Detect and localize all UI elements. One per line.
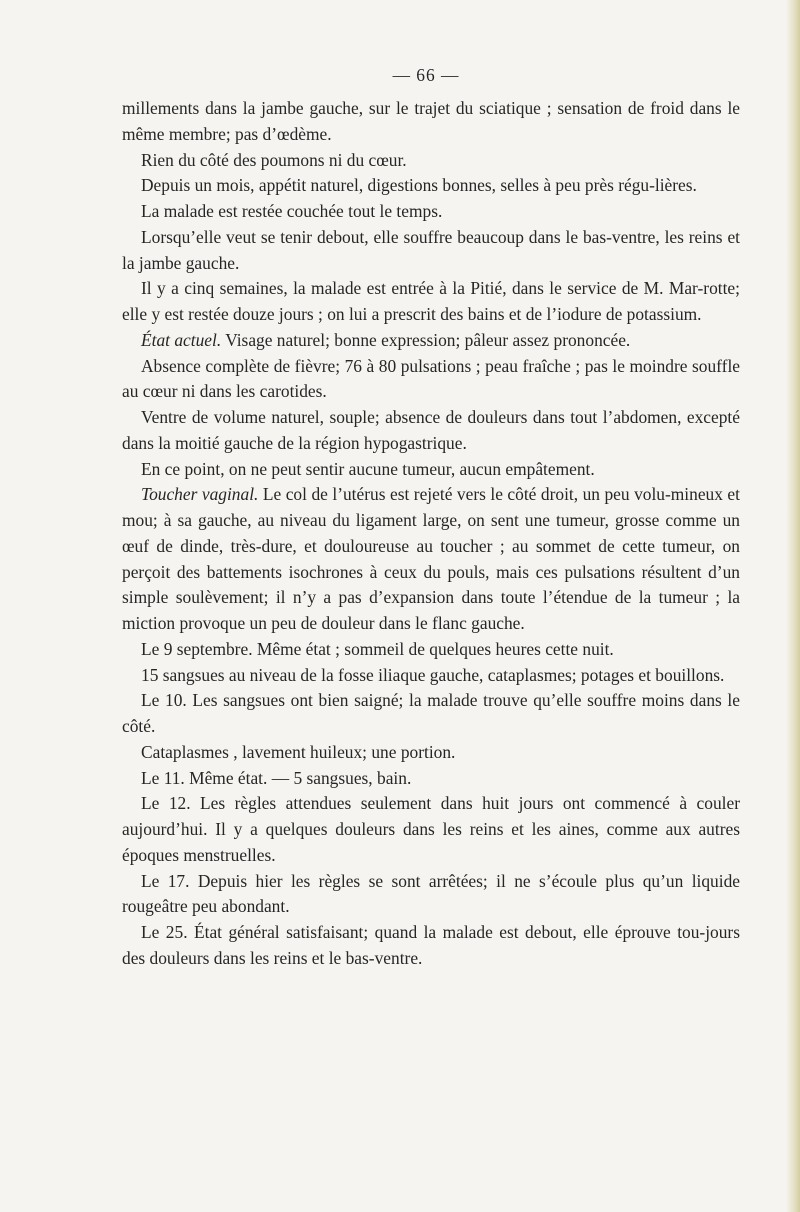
paragraph: Ventre de volume naturel, souple; absence de douleurs dans tout l’abdomen, excepté dans la moitié gauche de la région hypogastrique. <box>122 407 740 453</box>
page-edge-shading <box>786 0 800 1212</box>
body-text <box>122 96 740 972</box>
paragraph: Absence complète de fièvre; 76 à 80 pulsations ; peau fraîche ; pas le moindre souffle au cœur ni dans les carotides. <box>122 355 740 402</box>
section-lead: Toucher vaginal. <box>141 484 259 505</box>
section-lead: État actuel. <box>141 329 222 350</box>
paragraph: Cataplasmes , lavement huileux; une portion. <box>141 741 456 762</box>
paragraph: Le 11. Même état. — 5 sangsues, bain. <box>141 767 412 788</box>
paragraph: En ce point, on ne peut sentir aucune tumeur, aucun empâtement. <box>141 458 595 479</box>
paragraph: Le 25. État général satisfaisant; quand la malade est debout, elle éprouve tou-jours des douleurs dans les reins et le bas-ventre. <box>122 922 740 968</box>
paragraph: Lorsqu’elle veut se tenir debout, elle souffre beaucoup dans le bas-ventre, les reins et la jambe gauche. <box>122 226 740 273</box>
paragraph: Le 10. Les sangsues ont bien saigné; la malade trouve qu’elle souffre moins dans le côté. <box>122 690 740 736</box>
paragraph: État actuel. Visage naturel; bonne expression; pâleur assez prononcée. <box>141 329 631 350</box>
paragraph: La malade est restée couchée tout le temps. <box>141 201 443 221</box>
paragraph: millements dans la jambe gauche, sur le trajet du sciatique ; sensation de froid dans le même membre; pas d’œdème. <box>122 98 740 144</box>
paragraph: Toucher vaginal. Le col de l’utérus est rejeté vers le côté droit, un peu volu-mineux et mou; à sa gauche, au niveau du ligament large, on sent une tumeur, grosse comme un œuf de dinde, très-dure, et douloureuse au toucher ; au sommet de cette tumeur, on perçoit des battements isochrones à ceux du pouls, mais ces pulsations résultent d’un simple soulèvement; il n’y a pas d’expansion dans toute l’étendue de la tumeur ; la miction provoque un peu de douleur dans le flanc gauche. <box>122 484 740 633</box>
paragraph: Rien du côté des poumons ni du cœur. <box>141 149 407 170</box>
paragraph: Le 17. Depuis hier les règles se sont arrêtées; il ne s’écoule plus qu’un liquide rougeâtre peu abondant. <box>122 870 740 917</box>
paragraph: Le 9 septembre. Même état ; sommeil de quelques heures cette nuit. <box>141 638 614 659</box>
paragraph: Il y a cinq semaines, la malade est entrée à la Pitié, dans le service de M. Mar-rotte; elle y est restée douze jours ; on lui a prescrit des bains et de l’iodure de potassium. <box>122 278 740 324</box>
paragraph: Depuis un mois, appétit naturel, digestions bonnes, selles à peu près régu-lières. <box>141 175 697 196</box>
page-number: — 66 — <box>392 65 460 85</box>
paragraph: 15 sangsues au niveau de la fosse iliaque gauche, cataplasmes; potages et bouillons. <box>141 664 725 685</box>
paragraph: Le 12. Les règles attendues seulement dans huit jours ont commencé à couler aujourd’hui. Il y a quelques douleurs dans les reins et les aines, comme aux autres époques menstruelles. <box>122 793 740 865</box>
